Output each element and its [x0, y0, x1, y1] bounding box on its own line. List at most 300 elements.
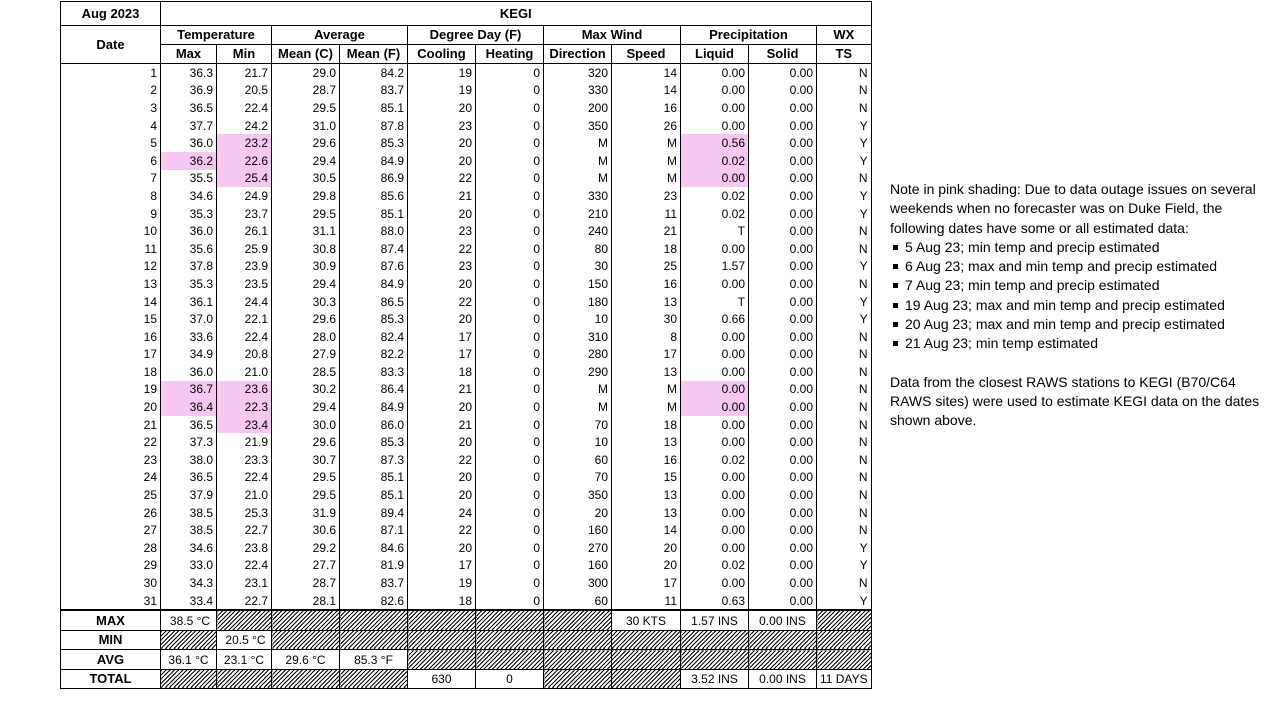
data-cell: Y [817, 310, 872, 328]
data-cell: 89.4 [340, 504, 408, 522]
date-cell: 20 [61, 398, 161, 416]
data-cell: N [817, 99, 872, 117]
data-cell: 0.00 [681, 170, 749, 188]
date-cell: 17 [61, 346, 161, 364]
column-header: Heating [476, 45, 544, 64]
data-cell: 29.2 [272, 539, 340, 557]
data-cell: 20 [408, 134, 476, 152]
data-cell: 30.9 [272, 258, 340, 276]
data-cell: 85.3 [340, 134, 408, 152]
data-cell: 0.00 [681, 328, 749, 346]
data-cell: 0.00 [749, 99, 817, 117]
data-cell: 85.1 [340, 205, 408, 223]
summary-label: MAX [61, 610, 161, 630]
data-cell: 37.9 [161, 486, 217, 504]
date-cell: 3 [61, 99, 161, 117]
data-cell: 22 [408, 170, 476, 188]
data-cell: 0.00 [749, 222, 817, 240]
date-cell: 22 [61, 433, 161, 451]
data-cell: 350 [544, 486, 612, 504]
date-cell: 19 [61, 381, 161, 399]
data-cell: T [681, 222, 749, 240]
data-cell: 0.00 [749, 451, 817, 469]
data-cell: 0.00 [749, 117, 817, 135]
data-cell: 35.3 [161, 205, 217, 223]
table-row [61, 99, 872, 117]
data-cell: 0.00 [749, 433, 817, 451]
data-cell: 22.6 [217, 152, 272, 170]
data-cell: 22.4 [217, 557, 272, 575]
data-cell: 0.00 [749, 486, 817, 504]
hatched-cell [217, 669, 272, 689]
data-cell: 20 [408, 152, 476, 170]
data-cell: 29.0 [272, 64, 340, 82]
period-label: Aug 2023 [61, 2, 161, 26]
note-item: 20 Aug 23; max and min temp and precip estimated [890, 315, 1270, 334]
hatched-cell [681, 630, 749, 650]
summary-cell: 23.1 °C [217, 650, 272, 670]
hatched-cell [272, 610, 340, 630]
station-label: KEGI [161, 2, 872, 26]
data-cell: 85.1 [340, 469, 408, 487]
hatched-cell [408, 650, 476, 670]
data-cell: 60 [544, 451, 612, 469]
data-cell: 0 [476, 64, 544, 82]
data-cell: 0 [476, 170, 544, 188]
table-row [61, 416, 872, 434]
data-cell: 36.0 [161, 363, 217, 381]
column-header: Direction [544, 45, 612, 64]
summary-label: MIN [61, 630, 161, 650]
data-cell: T [681, 293, 749, 311]
data-cell: 210 [544, 205, 612, 223]
data-cell: 87.6 [340, 258, 408, 276]
data-cell: 0.00 [681, 469, 749, 487]
data-cell: 29.8 [272, 187, 340, 205]
data-cell: 0.00 [749, 469, 817, 487]
data-cell: 0.00 [749, 310, 817, 328]
table-row [61, 205, 872, 223]
data-cell: 22.4 [217, 469, 272, 487]
data-cell: 14 [612, 521, 681, 539]
data-cell: 20 [408, 310, 476, 328]
data-cell: 22.4 [217, 99, 272, 117]
date-cell: 13 [61, 275, 161, 293]
data-cell: 23.9 [217, 258, 272, 276]
data-cell: 21.0 [217, 363, 272, 381]
data-cell: 20 [612, 557, 681, 575]
hatched-cell [217, 610, 272, 630]
data-cell: 20 [544, 504, 612, 522]
data-cell: 0.66 [681, 310, 749, 328]
hatched-cell [817, 630, 872, 650]
column-header: Cooling [408, 45, 476, 64]
table-row [61, 486, 872, 504]
data-cell: 22 [408, 293, 476, 311]
data-cell: 1.57 [681, 258, 749, 276]
date-cell: 14 [61, 293, 161, 311]
data-cell: 85.3 [340, 433, 408, 451]
data-cell: 60 [544, 592, 612, 611]
table-row [61, 170, 872, 188]
data-cell: 85.3 [340, 310, 408, 328]
data-cell: 18 [408, 363, 476, 381]
note-item: 21 Aug 23; min temp estimated [890, 334, 1270, 353]
data-cell: 37.7 [161, 117, 217, 135]
data-cell: 0.00 [749, 187, 817, 205]
climate-summary-table [60, 1, 872, 689]
daily-rows [61, 64, 872, 611]
data-cell: N [817, 170, 872, 188]
table-row [61, 328, 872, 346]
data-cell: N [817, 574, 872, 592]
data-cell: 0 [476, 574, 544, 592]
date-cell: 12 [61, 258, 161, 276]
date-cell: 2 [61, 82, 161, 100]
data-cell: 31.9 [272, 504, 340, 522]
data-cell: 35.3 [161, 275, 217, 293]
summary-cell: 0.00 INS [749, 610, 817, 630]
date-cell: 28 [61, 539, 161, 557]
data-cell: Y [817, 134, 872, 152]
column-header: Mean (C) [272, 45, 340, 64]
data-cell: 14 [612, 64, 681, 82]
data-cell: 0.00 [681, 275, 749, 293]
data-cell: 37.8 [161, 258, 217, 276]
hatched-cell [340, 630, 408, 650]
table-row [61, 117, 872, 135]
data-cell: 23 [408, 222, 476, 240]
data-cell: 36.5 [161, 99, 217, 117]
date-cell: 25 [61, 486, 161, 504]
summary-label: TOTAL [61, 669, 161, 689]
data-cell: 29.4 [272, 398, 340, 416]
data-cell: 23.8 [217, 539, 272, 557]
data-cell: 0.00 [681, 416, 749, 434]
data-cell: 21.9 [217, 433, 272, 451]
data-cell: N [817, 469, 872, 487]
group-header-precipitation: Precipitation [681, 26, 817, 45]
data-cell: 80 [544, 240, 612, 258]
data-cell: 22.4 [217, 328, 272, 346]
data-cell: 0 [476, 592, 544, 611]
summary-cell: 0 [476, 669, 544, 689]
table-row [61, 152, 872, 170]
data-cell: 0.00 [749, 363, 817, 381]
data-cell: N [817, 433, 872, 451]
data-cell: 330 [544, 82, 612, 100]
data-cell: 30.5 [272, 170, 340, 188]
group-header-temperature: Temperature [161, 26, 272, 45]
data-cell: 13 [612, 504, 681, 522]
data-cell: 25.4 [217, 170, 272, 188]
data-cell: 23.4 [217, 416, 272, 434]
data-cell: 0.00 [749, 82, 817, 100]
data-cell: 20 [408, 469, 476, 487]
summary-rows [61, 610, 872, 689]
data-cell: 26 [612, 117, 681, 135]
data-cell: 38.5 [161, 521, 217, 539]
data-cell: M [612, 152, 681, 170]
data-cell: N [817, 451, 872, 469]
data-cell: 20 [408, 433, 476, 451]
data-cell: 0.00 [749, 275, 817, 293]
data-cell: Y [817, 187, 872, 205]
data-cell: 26.1 [217, 222, 272, 240]
data-cell: 34.6 [161, 187, 217, 205]
data-cell: Y [817, 205, 872, 223]
data-cell: N [817, 222, 872, 240]
data-cell: 82.6 [340, 592, 408, 611]
table-row [61, 187, 872, 205]
data-cell: 86.9 [340, 170, 408, 188]
hatched-cell [161, 630, 217, 650]
table-row [61, 381, 872, 399]
data-cell: 0.00 [749, 574, 817, 592]
data-cell: 150 [544, 275, 612, 293]
hatched-cell [476, 650, 544, 670]
data-cell: 0 [476, 469, 544, 487]
data-cell: 24.9 [217, 187, 272, 205]
data-cell: 160 [544, 521, 612, 539]
data-cell: 23 [408, 258, 476, 276]
column-header: TS [817, 45, 872, 64]
summary-cell: 0.00 INS [749, 669, 817, 689]
data-cell: Y [817, 592, 872, 611]
hatched-cell [612, 630, 681, 650]
data-cell: 0 [476, 328, 544, 346]
data-cell: 23 [408, 117, 476, 135]
data-cell: N [817, 82, 872, 100]
hatched-cell [408, 630, 476, 650]
data-cell: M [544, 381, 612, 399]
data-cell: 36.5 [161, 416, 217, 434]
data-cell: 87.1 [340, 521, 408, 539]
data-cell: 84.9 [340, 398, 408, 416]
data-cell: M [612, 170, 681, 188]
data-cell: 21 [408, 416, 476, 434]
hatched-cell [817, 650, 872, 670]
date-cell: 9 [61, 205, 161, 223]
data-cell: 0 [476, 363, 544, 381]
data-cell: 0 [476, 346, 544, 364]
data-cell: 160 [544, 557, 612, 575]
summary-cell: 630 [408, 669, 476, 689]
data-cell: 33.6 [161, 328, 217, 346]
data-cell: 20 [408, 205, 476, 223]
data-cell: 30.7 [272, 451, 340, 469]
notes-footer: Data from the closest RAWS stations to KEGI (B70/C64 RAWS sites) were used to estimate KEGI data on the dates shown above. [890, 373, 1260, 429]
data-cell: 0.00 [681, 363, 749, 381]
table-row [61, 557, 872, 575]
data-cell: 30.0 [272, 416, 340, 434]
data-cell: 33.0 [161, 557, 217, 575]
data-cell: 320 [544, 64, 612, 82]
hatched-cell [340, 610, 408, 630]
table-row [61, 293, 872, 311]
data-cell: 14 [612, 82, 681, 100]
data-cell: 0.02 [681, 557, 749, 575]
data-cell: 36.4 [161, 398, 217, 416]
data-cell: N [817, 398, 872, 416]
data-cell: 23.1 [217, 574, 272, 592]
data-cell: 30 [544, 258, 612, 276]
table-row [61, 363, 872, 381]
data-cell: 0.02 [681, 152, 749, 170]
summary-cell: 1.57 INS [681, 610, 749, 630]
data-cell: 0.00 [681, 240, 749, 258]
data-cell: 11 [612, 205, 681, 223]
data-cell: 0 [476, 222, 544, 240]
data-cell: 0.00 [749, 152, 817, 170]
data-cell: 29.5 [272, 205, 340, 223]
data-cell: 270 [544, 539, 612, 557]
date-cell: 18 [61, 363, 161, 381]
data-cell: 0 [476, 451, 544, 469]
group-header-degree-day: Degree Day (F) [408, 26, 544, 45]
table-row [61, 521, 872, 539]
data-cell: 34.9 [161, 346, 217, 364]
data-cell: 36.1 [161, 293, 217, 311]
data-cell: M [612, 381, 681, 399]
data-cell: 0 [476, 275, 544, 293]
data-cell: 30 [612, 310, 681, 328]
data-cell: 10 [544, 433, 612, 451]
data-cell: Y [817, 557, 872, 575]
data-cell: 87.4 [340, 240, 408, 258]
data-cell: 17 [408, 346, 476, 364]
data-cell: 85.1 [340, 99, 408, 117]
date-cell: 30 [61, 574, 161, 592]
data-cell: 35.6 [161, 240, 217, 258]
data-cell: 0.00 [749, 557, 817, 575]
data-cell: 0.00 [681, 381, 749, 399]
data-cell: 86.0 [340, 416, 408, 434]
data-cell: 0.63 [681, 592, 749, 611]
table-row [61, 433, 872, 451]
data-cell: 0.00 [749, 592, 817, 611]
hatched-cell [681, 650, 749, 670]
hatched-cell [544, 630, 612, 650]
data-cell: 35.5 [161, 170, 217, 188]
data-cell: 23.2 [217, 134, 272, 152]
data-cell: Y [817, 293, 872, 311]
data-cell: 0 [476, 293, 544, 311]
data-cell: 0.00 [749, 258, 817, 276]
data-cell: 82.4 [340, 328, 408, 346]
data-cell: 8 [612, 328, 681, 346]
data-cell: 0 [476, 152, 544, 170]
data-cell: 85.1 [340, 486, 408, 504]
data-cell: 240 [544, 222, 612, 240]
data-cell: 37.0 [161, 310, 217, 328]
data-cell: 300 [544, 574, 612, 592]
data-cell: 29.5 [272, 469, 340, 487]
data-cell: Y [817, 117, 872, 135]
hatched-cell [340, 669, 408, 689]
data-cell: 22.1 [217, 310, 272, 328]
data-cell: 0 [476, 381, 544, 399]
hatched-cell [272, 669, 340, 689]
note-item: 6 Aug 23; max and min temp and precip estimated [890, 257, 1270, 276]
date-cell: 6 [61, 152, 161, 170]
data-cell: 280 [544, 346, 612, 364]
data-cell: 0 [476, 398, 544, 416]
data-cell: M [612, 134, 681, 152]
data-cell: 0.00 [749, 504, 817, 522]
data-cell: 37.3 [161, 433, 217, 451]
table-row [61, 310, 872, 328]
data-cell: 17 [612, 346, 681, 364]
date-cell: 26 [61, 504, 161, 522]
column-header: Liquid [681, 45, 749, 64]
column-header-row [61, 45, 872, 64]
data-cell: 83.7 [340, 82, 408, 100]
data-cell: 0 [476, 433, 544, 451]
date-cell: 1 [61, 64, 161, 82]
data-cell: 0.00 [681, 486, 749, 504]
data-cell: 31.1 [272, 222, 340, 240]
data-cell: 86.5 [340, 293, 408, 311]
data-cell: Y [817, 152, 872, 170]
hatched-cell [817, 610, 872, 630]
table-row [61, 451, 872, 469]
data-cell: 21.0 [217, 486, 272, 504]
data-cell: 25 [612, 258, 681, 276]
data-cell: M [612, 398, 681, 416]
table-row [61, 240, 872, 258]
data-cell: 27.9 [272, 346, 340, 364]
data-cell: 0 [476, 205, 544, 223]
data-cell: 0.00 [749, 240, 817, 258]
hatched-cell [749, 650, 817, 670]
group-header-average: Average [272, 26, 408, 45]
data-cell: 28.7 [272, 574, 340, 592]
table-row [61, 469, 872, 487]
data-cell: 0.02 [681, 451, 749, 469]
data-cell: 34.6 [161, 539, 217, 557]
data-cell: 38.5 [161, 504, 217, 522]
table-row [61, 346, 872, 364]
data-cell: 0.00 [749, 205, 817, 223]
date-cell: 11 [61, 240, 161, 258]
data-cell: 29.6 [272, 134, 340, 152]
data-cell: 20.5 [217, 82, 272, 100]
data-cell: 83.3 [340, 363, 408, 381]
data-cell: 0.00 [749, 381, 817, 399]
data-cell: N [817, 521, 872, 539]
summary-cell: 20.5 °C [217, 630, 272, 650]
table-row [61, 504, 872, 522]
data-cell: N [817, 504, 872, 522]
data-cell: 15 [612, 469, 681, 487]
data-cell: 85.6 [340, 187, 408, 205]
data-cell: 21 [612, 222, 681, 240]
data-cell: 0.00 [749, 328, 817, 346]
data-cell: 20 [408, 275, 476, 293]
table-row [61, 592, 872, 611]
data-cell: 0 [476, 258, 544, 276]
data-cell: N [817, 240, 872, 258]
data-cell: 17 [612, 574, 681, 592]
hatched-cell [544, 669, 612, 689]
summary-cell: 30 KTS [612, 610, 681, 630]
data-cell: 36.0 [161, 134, 217, 152]
summary-row [61, 669, 872, 689]
note-item: 7 Aug 23; min temp and precip estimated [890, 276, 1270, 295]
table-row [61, 64, 872, 82]
date-cell: 15 [61, 310, 161, 328]
